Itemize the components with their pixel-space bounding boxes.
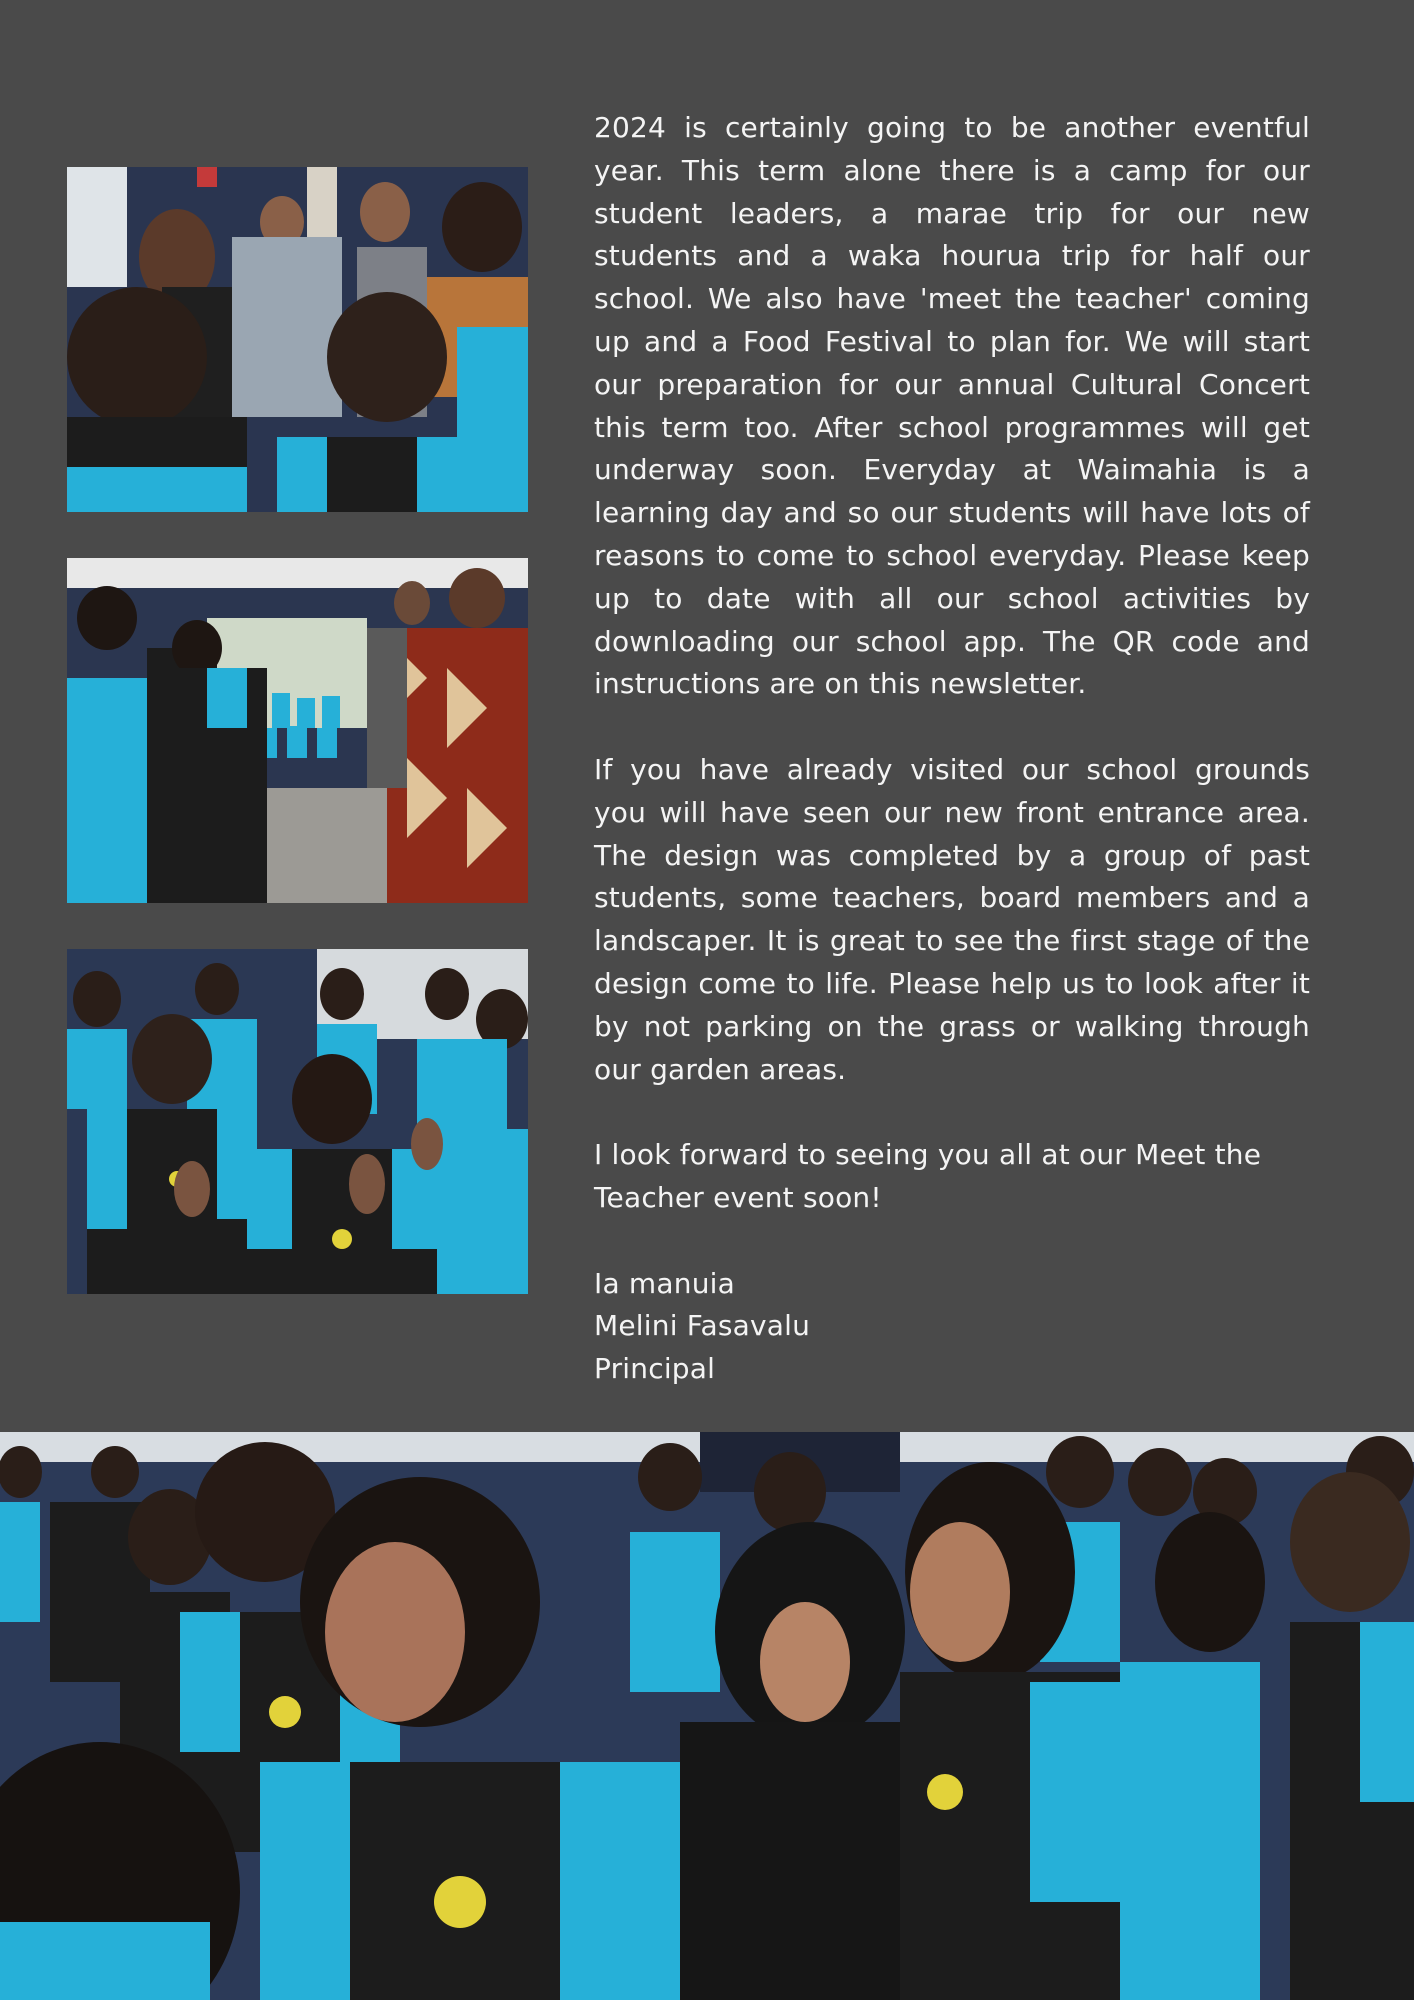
photo-hall-assembly: [67, 558, 528, 903]
letter-paragraph: If you have already visited our school grounds you will have seen our new front entrance area. The design was completed by a group of past students, some teachers, board members and a landscaper. It is great to see the first stage of the design come to life. Please help us to look after it by not parking on the grass or walking through our garden areas.: [594, 752, 1310, 1086]
closing-salutation: Ia manuia: [594, 1266, 735, 1300]
signatory-title: Principal: [594, 1352, 716, 1386]
principal-letter: [594, 107, 1310, 1391]
photo-students-banner: [0, 1432, 1414, 2000]
photo-students-clapping: [67, 949, 528, 1294]
letter-paragraph: I look forward to seeing you all at our Meet the Teacher event soon!: [594, 1138, 1262, 1214]
sign-off: [594, 1263, 1310, 1391]
signatory-name: Melini Fasavalu: [594, 1309, 811, 1343]
photo-welcome-handshake: [67, 167, 528, 512]
letter-paragraph: 2024 is certainly going to be another eventful year. This term alone there is a camp for our student leaders, a marae trip for our new students and a waka hourua trip for half our school. We also have 'meet the teacher' coming up and a Food Festival to plan for. We will start our preparation for our annual Cultural Concert this term too. After school programmes will get underway soon. Everyday at Waimahia is a learning day and so our students will have lots of reasons to come to school everyday. Please keep up to date with all our school activities by downloading our school app. The QR code and instructions are on this newsletter.: [594, 111, 1310, 701]
